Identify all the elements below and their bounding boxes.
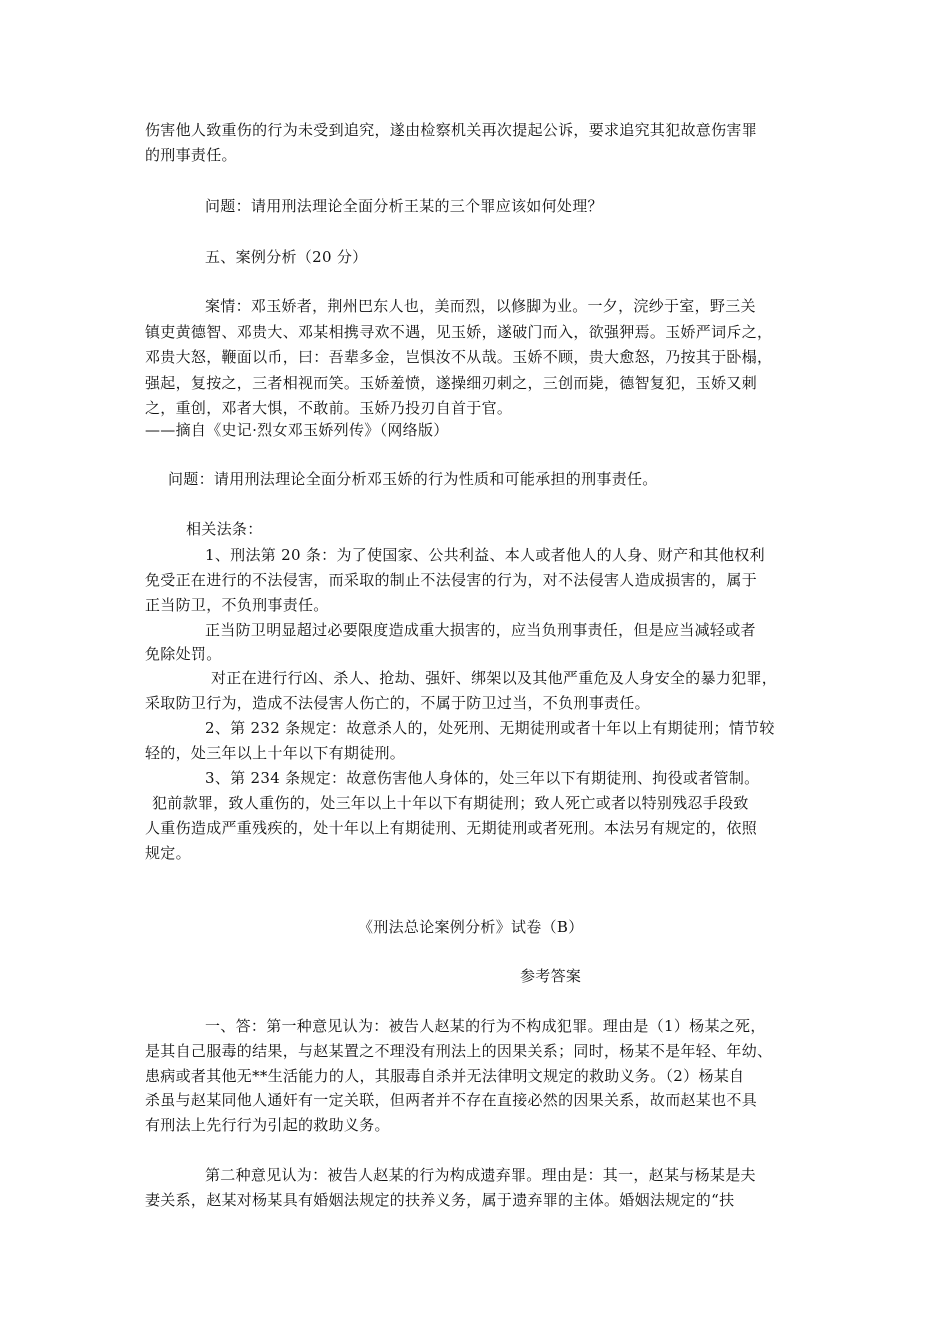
law-line: 采取防卫行为，造成不法侵害人伤亡的，不属于防卫过当，不负刑事责任。	[145, 694, 650, 712]
law-line: 2、第 232 条规定：故意杀人的，处死刑、无期徒刑或者十年以上有期徒刑；情节较	[205, 719, 775, 737]
law-line: 规定。	[145, 844, 191, 862]
answer-line: 杀虽与赵某同他人通奸有一定关联，但两者并不存在直接必然的因果关系，故而赵某也不具	[145, 1091, 758, 1109]
section-five-heading: 五、案例分析（20 分）	[205, 248, 368, 266]
question-four: 问题：请用刑法理论全面分析王某的三个罪应该如何处理？	[205, 197, 603, 215]
intro-line: 伤害他人致重伤的行为未受到追究，遂由检察机关再次提起公诉，要求追究其犯故意伤害罪	[145, 121, 758, 139]
answer-line: 第二种意见认为：被告人赵某的行为构成遗弃罪。理由是：其一，赵某与杨某是夫	[205, 1166, 756, 1184]
law-line: 免除处罚。	[145, 645, 222, 663]
answer-line: 患病或者其他无**生活能力的人，其服毒自杀并无法律明文规定的救助义务。（2）杨某自	[145, 1067, 745, 1085]
case-line: 邓贵大怒，鞭面以币，曰：吾辈多金，岂惧汝不从哉。玉娇不顾，贵大愈怒，乃按其于卧榻，	[145, 348, 773, 366]
case-line: 之，重创，邓者大惧，不敢前。玉娇乃投刃自首于官。	[145, 399, 513, 417]
related-law-heading: 相关法条：	[186, 520, 263, 538]
intro-line: 的刑事责任。	[145, 146, 237, 164]
case-line: 案情：邓玉娇者，荆州巴东人也，美而烈，以修脚为业。一夕，浣纱于室，野三关	[205, 297, 756, 315]
law-line: 1、刑法第 20 条：为了使国家、公共利益、本人或者他人的人身、财产和其他权利	[205, 546, 765, 564]
answer-line: 一、答：第一种意见认为：被告人赵某的行为不构成犯罪。理由是（1）杨某之死，	[205, 1017, 766, 1035]
answer-heading: 参考答案	[520, 967, 582, 985]
law-line: 免受正在进行的不法侵害，而采取的制止不法侵害的行为，对不法侵害人造成损害的，属于	[145, 571, 758, 589]
answer-line: 有刑法上先行行为引起的救助义务。	[145, 1116, 390, 1134]
answer-line: 是其自己服毒的结果，与赵某置之不理没有刑法上的因果关系；同时，杨某不是年轻、年幼、	[145, 1042, 773, 1060]
law-line: 轻的，处三年以上十年以下有期徒刑。	[145, 744, 406, 762]
answer-line: 妻关系，赵某对杨某具有婚姻法规定的扶养义务，属于遗弃罪的主体。婚姻法规定的“扶	[145, 1191, 735, 1209]
case-line: 镇吏黄德智、邓贵大、邓某相携寻欢不遇，见玉娇，遂破门而入，欲强狎焉。玉娇严词斥之，	[145, 323, 773, 341]
question-five: 问题：请用刑法理论全面分析邓玉娇的行为性质和可能承担的刑事责任。	[168, 470, 658, 488]
law-line: 对正在进行行凶、杀人、抢劫、强奸、绑架以及其他严重危及人身安全的暴力犯罪，	[211, 669, 778, 687]
law-line: 正当防卫，不负刑事责任。	[145, 596, 329, 614]
case-line: 强起，复按之，三者相视而笑。玉娇羞愤，遂操细刃刺之，三创而毙，德智复犯，玉娇又刺	[145, 374, 758, 392]
law-line: 正当防卫明显超过必要限度造成重大损害的，应当负刑事责任，但是应当减轻或者	[205, 621, 756, 639]
law-line: 人重伤造成严重残疾的，处十年以上有期徒刑、无期徒刑或者死刑。本法另有规定的，依照	[145, 819, 758, 837]
law-line: 犯前款罪，致人重伤的，处三年以上十年以下有期徒刑；致人死亡或者以特别残忍手段致	[152, 794, 749, 812]
source-line: ——摘自《史记·烈女邓玉娇列传》（网络版）	[145, 421, 449, 439]
law-line: 3、第 234 条规定：故意伤害他人身体的，处三年以下有期徒刑、拘役或者管制。	[205, 769, 760, 787]
exam-title: 《刑法总论案例分析》试卷（B）	[358, 918, 584, 936]
